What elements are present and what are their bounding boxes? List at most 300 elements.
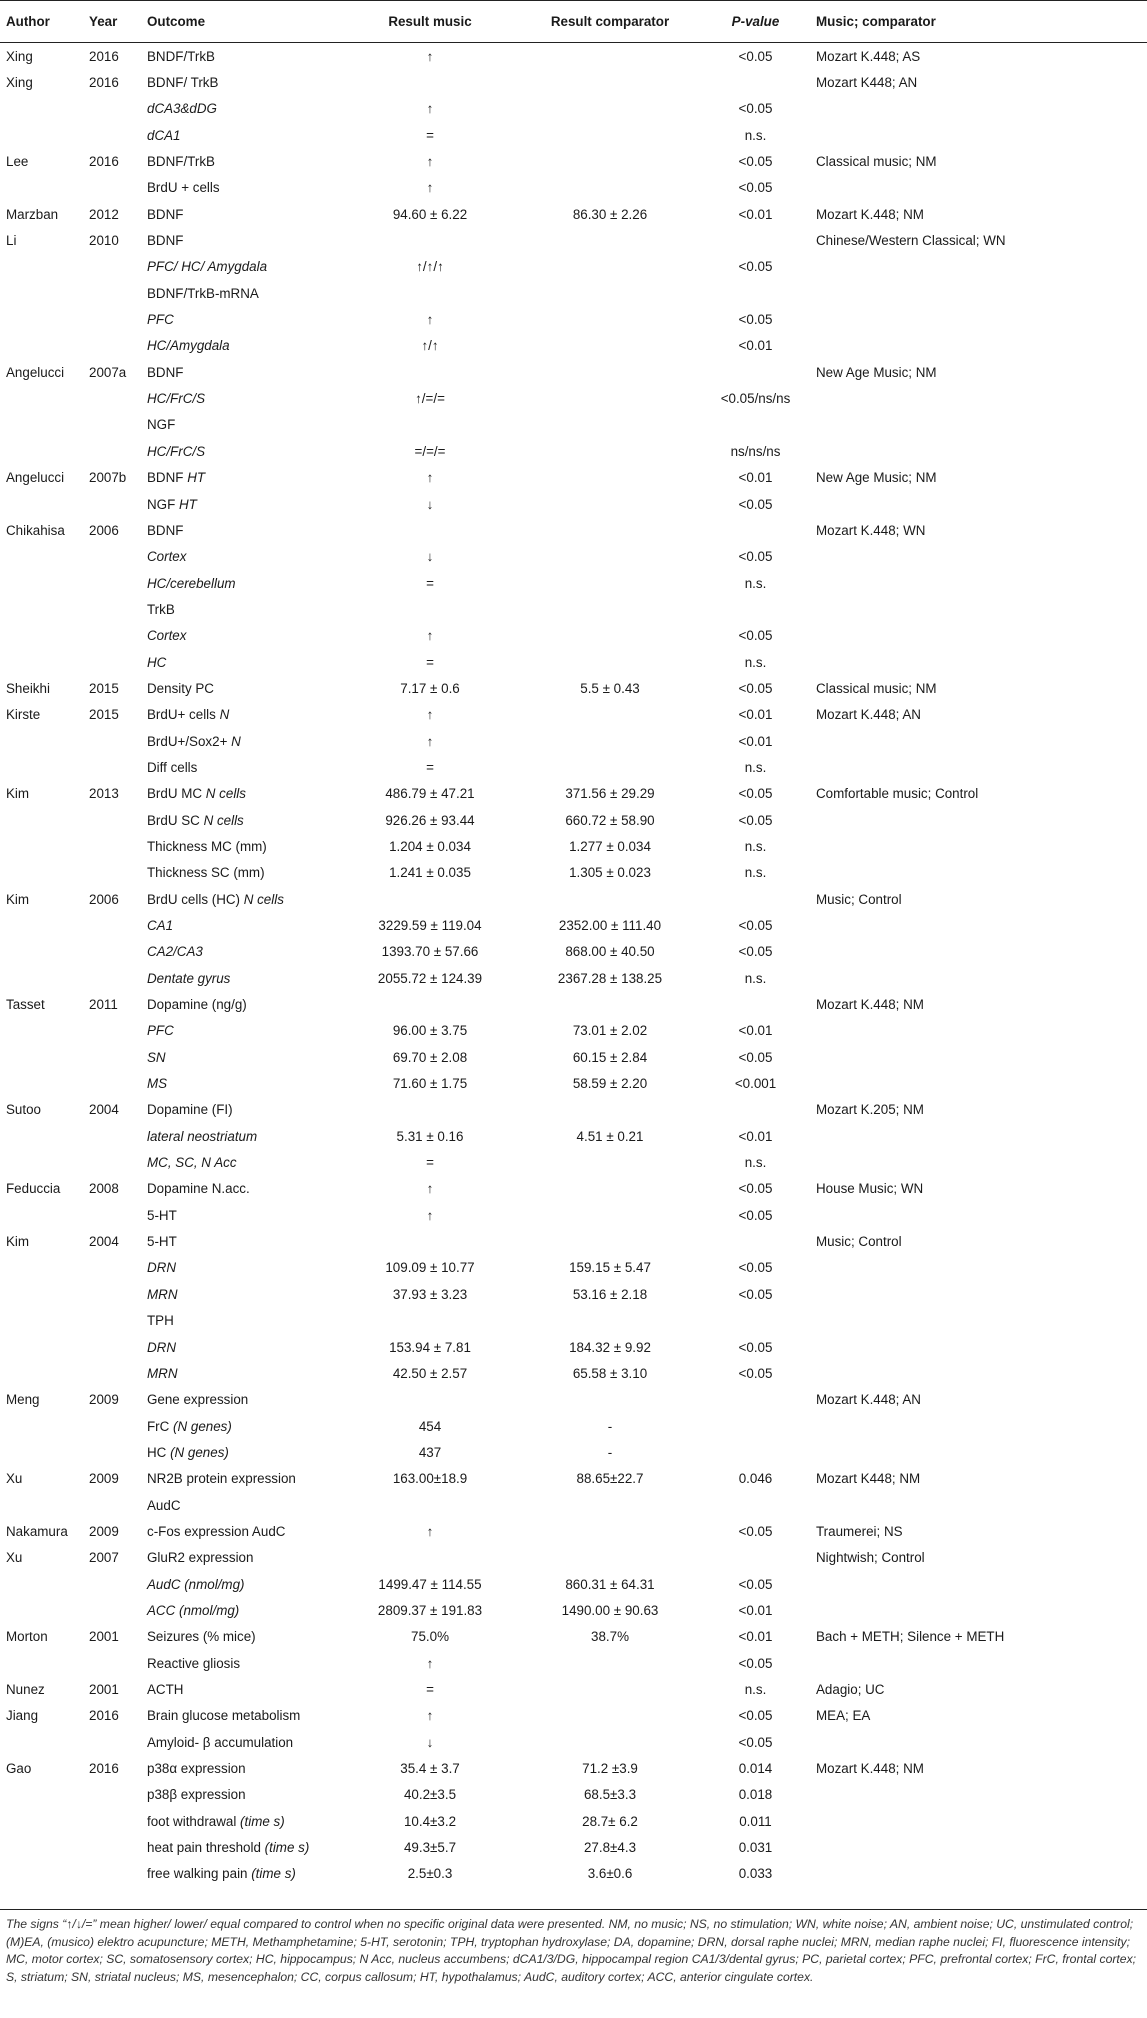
cell-music-comparator (812, 1149, 1147, 1175)
table-row (0, 1729, 1147, 1755)
cell-year (89, 1808, 145, 1834)
cell-result-comparator (521, 623, 699, 649)
cell-p-value: n.s. (744, 654, 767, 670)
outcome-unit: (N genes) (173, 1418, 232, 1434)
outcome-text: PFC (147, 312, 174, 328)
cell-outcome (145, 1334, 339, 1360)
cell-result-music: 437 (418, 1444, 442, 1460)
cell-music-comparator (812, 1018, 1147, 1044)
outcome-text: SN (147, 1049, 166, 1065)
cell-outcome (145, 465, 339, 491)
cell-music-comparator (812, 96, 1147, 122)
outcome-unit: N (231, 733, 241, 749)
cell-result-music: ↑/↑/↑ (416, 259, 444, 275)
cell-outcome (145, 517, 339, 543)
cell-p-value: <0.05 (699, 43, 812, 70)
cell-p-value (699, 1097, 812, 1123)
cell-result-music: ↑ (339, 43, 521, 70)
cell-author: Xu (6, 1471, 23, 1487)
outcome-text: free walking pain (147, 1866, 252, 1882)
cell-result-comparator (521, 1149, 699, 1175)
table-row (0, 1123, 1147, 1149)
cell-outcome (145, 175, 339, 201)
cell-music-comparator (812, 860, 1147, 886)
cell-music-comparator (812, 728, 1147, 754)
cell-year (89, 1650, 145, 1676)
outcome-text: Dentate gyrus (147, 970, 231, 986)
cell-year (89, 254, 145, 280)
cell-year (89, 1149, 145, 1175)
outcome-text: BNDF/TrkB (147, 48, 215, 64)
table-row (0, 306, 1147, 332)
cell-outcome (145, 1650, 339, 1676)
cell-author (0, 96, 89, 122)
cell-author (0, 1123, 89, 1149)
table-row (0, 96, 1147, 122)
cell-author (0, 1439, 89, 1465)
cell-author: Gao (6, 1761, 32, 1777)
cell-year (89, 1439, 145, 1465)
cell-year: 2010 (89, 233, 119, 249)
cell-outcome (145, 544, 339, 570)
cell-result-music: ↓ (426, 549, 434, 565)
cell-author: Kim (6, 891, 30, 907)
cell-result-comparator (521, 306, 699, 332)
cell-result-music: ↑ (426, 628, 434, 644)
cell-year: 2001 (89, 1681, 119, 1697)
table-row (0, 544, 1147, 570)
cell-author (0, 1334, 89, 1360)
cell-p-value: 0.046 (738, 1471, 773, 1487)
cell-p-value: 0.018 (738, 1787, 773, 1803)
cell-year: 2016 (89, 43, 145, 70)
cell-year: 2007b (89, 470, 127, 486)
cell-music-comparator: House Music; WN (816, 1181, 924, 1197)
cell-outcome (145, 1861, 339, 1887)
table-row (0, 1782, 1147, 1808)
cell-result-comparator: 68.5±3.3 (583, 1787, 637, 1803)
table-row (0, 148, 1147, 174)
cell-p-value: n.s. (744, 575, 767, 591)
cell-outcome (145, 754, 339, 780)
cell-year (89, 175, 145, 201)
cell-author: Kim (6, 786, 30, 802)
cell-year: 2016 (89, 1708, 119, 1724)
cell-result-music (339, 1545, 521, 1571)
table-row (0, 807, 1147, 833)
cell-year (89, 649, 145, 675)
cell-music-comparator (812, 939, 1147, 965)
cell-result-comparator (521, 359, 699, 385)
cell-result-comparator: - (607, 1418, 613, 1434)
cell-year (89, 939, 145, 965)
cell-result-music: 1393.70 ± 57.66 (381, 944, 479, 960)
cell-p-value (699, 517, 812, 543)
cell-result-comparator: 860.31 ± 64.31 (565, 1576, 655, 1592)
cell-result-comparator (521, 1387, 699, 1413)
cell-music-comparator: Comfortable music; Control (816, 786, 979, 802)
cell-result-comparator (521, 96, 699, 122)
cell-author (0, 122, 89, 148)
cell-p-value: <0.05 (738, 1576, 773, 1592)
cell-p-value: <0.05 (738, 944, 773, 960)
cell-outcome (145, 1308, 339, 1334)
cell-result-music: 1499.47 ± 114.55 (378, 1576, 482, 1592)
cell-result-music: ↑ (426, 1181, 434, 1197)
cell-result-comparator: 3.6±0.6 (587, 1866, 633, 1882)
cell-p-value: <0.05 (738, 1049, 773, 1065)
cell-p-value (699, 1387, 812, 1413)
cell-result-comparator (521, 1676, 699, 1702)
cell-result-music (339, 1228, 521, 1254)
cell-result-music (339, 1308, 521, 1334)
cell-author (0, 438, 89, 464)
cell-result-comparator: 1.305 ± 0.023 (569, 865, 651, 881)
cell-year: 2009 (89, 1523, 119, 1539)
cell-outcome (145, 1202, 339, 1228)
outcome-unit: N cells (205, 786, 246, 802)
table-row (0, 1834, 1147, 1860)
outcome-text: BrdU + cells (147, 180, 220, 196)
cell-music-comparator (812, 122, 1147, 148)
table-row (0, 1202, 1147, 1228)
cell-result-music: 109.09 ± 10.77 (385, 1260, 475, 1276)
cell-outcome (145, 1149, 339, 1175)
cell-year (89, 306, 145, 332)
cell-author: Nakamura (6, 1523, 68, 1539)
outcome-text: Amyloid- β accumulation (147, 1734, 294, 1750)
table-row (0, 1676, 1147, 1702)
cell-p-value: 0.011 (739, 1813, 772, 1829)
outcome-unit: (time s) (240, 1813, 285, 1829)
outcome-text: NR2B protein expression (147, 1471, 296, 1487)
cell-music-comparator (812, 544, 1147, 570)
cell-outcome (145, 254, 339, 280)
outcome-text: BrdU cells (HC) (147, 891, 244, 907)
cell-outcome (145, 1703, 339, 1729)
cell-year (89, 1123, 145, 1149)
cell-result-music: 3229.59 ± 119.04 (378, 918, 482, 934)
cell-p-value: n.s. (744, 838, 767, 854)
cell-outcome (145, 1387, 339, 1413)
cell-result-music: 926.26 ± 93.44 (385, 812, 475, 828)
table-row (0, 201, 1147, 227)
cell-result-music: ↑ (426, 101, 434, 117)
outcome-text: NGF (147, 417, 176, 433)
cell-result-music (339, 1097, 521, 1123)
cell-p-value: <0.01 (738, 1128, 773, 1144)
cell-author: Xu (6, 1550, 23, 1566)
cell-year (89, 1782, 145, 1808)
table-row (0, 465, 1147, 491)
cell-result-comparator (521, 991, 699, 1017)
cell-outcome (145, 1439, 339, 1465)
cell-result-comparator: 88.65±22.7 (576, 1471, 644, 1487)
outcome-unit: (N genes) (170, 1444, 229, 1460)
cell-outcome (145, 1492, 339, 1518)
cell-result-comparator (521, 1729, 699, 1755)
cell-outcome (145, 1597, 339, 1623)
table-row (0, 1466, 1147, 1492)
cell-result-comparator (521, 333, 699, 359)
cell-p-value: <0.05 (738, 918, 773, 934)
cell-result-comparator: 159.15 ± 5.47 (569, 1260, 651, 1276)
cell-result-comparator: 28.7± 6.2 (582, 1813, 638, 1829)
cell-music-comparator: Traumerei; NS (816, 1523, 903, 1539)
cell-music-comparator: Mozart K448; AN (816, 75, 918, 91)
table-row (0, 702, 1147, 728)
cell-result-music: 5.31 ± 0.16 (396, 1128, 464, 1144)
outcome-text: 5-HT (147, 1207, 177, 1223)
cell-result-comparator (521, 491, 699, 517)
cell-result-music (339, 412, 521, 438)
cell-year (89, 728, 145, 754)
table-row (0, 1360, 1147, 1386)
cell-outcome (145, 623, 339, 649)
cell-outcome (145, 1281, 339, 1307)
cell-year (89, 544, 145, 570)
cell-music-comparator (812, 570, 1147, 596)
cell-outcome (145, 306, 339, 332)
cell-author (0, 807, 89, 833)
table-row (0, 1281, 1147, 1307)
outcome-text: p38β expression (147, 1787, 246, 1803)
cell-author: Morton (6, 1629, 48, 1645)
cell-result-comparator: 58.59 ± 2.20 (572, 1076, 648, 1092)
cell-year: 2013 (89, 786, 119, 802)
cell-p-value (699, 1228, 812, 1254)
cell-outcome (145, 43, 339, 70)
cell-result-music (339, 69, 521, 95)
cell-music-comparator: Mozart K.448; NM (816, 206, 924, 222)
cell-author (0, 1782, 89, 1808)
table-body (0, 43, 1147, 1888)
cell-result-music: ↑ (426, 1655, 434, 1671)
cell-author: Sheikhi (6, 680, 50, 696)
cell-outcome (145, 1729, 339, 1755)
cell-p-value: <0.05 (738, 549, 773, 565)
table-row (0, 1308, 1147, 1334)
cell-p-value (699, 412, 812, 438)
cell-outcome (145, 1545, 339, 1571)
cell-author (0, 491, 89, 517)
cell-outcome (145, 1070, 339, 1096)
results-table (0, 1, 1147, 1887)
outcome-text: HC/FrC/S (147, 443, 206, 459)
cell-result-comparator: 371.56 ± 29.29 (565, 786, 655, 802)
table-row (0, 438, 1147, 464)
cell-year (89, 333, 145, 359)
cell-result-comparator (521, 517, 699, 543)
cell-year: 2008 (89, 1181, 119, 1197)
cell-p-value: <0.05 (738, 1655, 773, 1671)
cell-result-comparator (521, 1228, 699, 1254)
cell-music-comparator: Mozart K.448; AS (812, 43, 1147, 70)
cell-result-comparator (521, 69, 699, 95)
table-row (0, 333, 1147, 359)
table-header (0, 1, 1147, 43)
cell-result-comparator (521, 754, 699, 780)
outcome-text: heat pain threshold (147, 1840, 265, 1856)
cell-result-comparator: 86.30 ± 2.26 (572, 206, 648, 222)
cell-author: Li (6, 233, 17, 249)
outcome-text: BDNF (147, 470, 188, 486)
outcome-text: CA1 (147, 918, 174, 934)
cell-p-value: <0.05 (738, 786, 773, 802)
cell-result-comparator (521, 438, 699, 464)
cell-outcome (145, 649, 339, 675)
cell-year (89, 1729, 145, 1755)
table-row (0, 1492, 1147, 1518)
cell-year: 2009 (89, 1471, 119, 1487)
cell-author (0, 1044, 89, 1070)
cell-p-value (699, 280, 812, 306)
cell-p-value: n.s. (744, 127, 767, 143)
table-row (0, 1439, 1147, 1465)
table-row (0, 1413, 1147, 1439)
outcome-text: GluR2 expression (147, 1550, 254, 1566)
cell-outcome (145, 280, 339, 306)
cell-result-music: = (426, 1155, 434, 1171)
cell-p-value (699, 1308, 812, 1334)
cell-result-music: =/=/= (414, 443, 446, 459)
cell-result-music: 42.50 ± 2.57 (392, 1365, 468, 1381)
cell-author (0, 623, 89, 649)
table-row (0, 412, 1147, 438)
table-row (0, 1255, 1147, 1281)
table-row (0, 1808, 1147, 1834)
outcome-text: HC (147, 654, 167, 670)
cell-result-comparator (521, 728, 699, 754)
cell-year (89, 1834, 145, 1860)
cell-outcome (145, 1228, 339, 1254)
cell-year: 2015 (89, 707, 119, 723)
cell-result-music: 2809.37 ± 191.83 (377, 1602, 483, 1618)
cell-year (89, 385, 145, 411)
table-row (0, 1518, 1147, 1544)
cell-outcome (145, 807, 339, 833)
table-row (0, 254, 1147, 280)
cell-result-comparator (521, 122, 699, 148)
outcome-text: HC/cerebellum (147, 575, 236, 591)
cell-result-music: ↑ (426, 180, 434, 196)
cell-outcome (145, 596, 339, 622)
outcome-text: BDNF (147, 206, 184, 222)
cell-author (0, 649, 89, 675)
outcome-unit: HT (179, 496, 197, 512)
cell-music-comparator (812, 412, 1147, 438)
cell-outcome (145, 1018, 339, 1044)
cell-result-music (339, 1387, 521, 1413)
outcome-text: Seizures (% mice) (147, 1629, 256, 1645)
cell-outcome (145, 1755, 339, 1781)
cell-outcome (145, 965, 339, 991)
cell-music-comparator (812, 1597, 1147, 1623)
cell-music-comparator (812, 1782, 1147, 1808)
cell-author (0, 939, 89, 965)
cell-year: 2012 (89, 206, 119, 222)
header-outcome: Outcome (147, 14, 206, 29)
outcome-text: HC (147, 1444, 171, 1460)
cell-outcome (145, 781, 339, 807)
outcome-text: Dopamine N.acc. (147, 1181, 250, 1197)
cell-year: 2007 (89, 1550, 119, 1566)
cell-outcome (145, 412, 339, 438)
cell-p-value (699, 227, 812, 253)
outcome-unit: N cells (243, 891, 284, 907)
cell-result-comparator (521, 570, 699, 596)
cell-outcome (145, 1044, 339, 1070)
cell-result-music: 75.0% (411, 1629, 449, 1645)
cell-p-value (699, 596, 812, 622)
outcome-unit: N cells (203, 812, 244, 828)
cell-music-comparator (812, 175, 1147, 201)
cell-result-music: ↑ (426, 733, 434, 749)
cell-year (89, 1492, 145, 1518)
cell-music-comparator (812, 1650, 1147, 1676)
cell-music-comparator: Classical music; NM (816, 680, 937, 696)
outcome-text: TrkB (147, 601, 175, 617)
table-row (0, 833, 1147, 859)
table-row (0, 1861, 1147, 1887)
cell-result-comparator: 60.15 ± 2.84 (572, 1049, 648, 1065)
cell-result-comparator (521, 886, 699, 912)
outcome-text: HC/FrC/S (147, 391, 206, 407)
cell-result-music: = (426, 1681, 434, 1697)
cell-year (89, 860, 145, 886)
cell-outcome (145, 833, 339, 859)
table-row (0, 1650, 1147, 1676)
outcome-text: AudC (nmol/mg) (147, 1576, 245, 1592)
table-row (0, 1149, 1147, 1175)
cell-p-value: <0.05 (738, 180, 773, 196)
cell-music-comparator (812, 1044, 1147, 1070)
outcome-text: MC, SC, N Acc (147, 1155, 237, 1171)
cell-outcome (145, 69, 339, 95)
outcome-text: BDNF/ TrkB (147, 75, 219, 91)
cell-result-music: = (426, 127, 434, 143)
outcome-text: FrC (147, 1418, 174, 1434)
outcome-text: MRN (147, 1365, 178, 1381)
cell-author (0, 1413, 89, 1439)
cell-result-music: 1.204 ± 0.034 (389, 838, 471, 854)
cell-author (0, 1834, 89, 1860)
cell-outcome (145, 860, 339, 886)
cell-year (89, 570, 145, 596)
cell-year (89, 833, 145, 859)
table-row (0, 280, 1147, 306)
cell-music-comparator: MEA; EA (816, 1708, 871, 1724)
cell-p-value: <0.05 (738, 154, 773, 170)
cell-author (0, 333, 89, 359)
cell-music-comparator (812, 1492, 1147, 1518)
outcome-text: PFC (147, 1023, 174, 1039)
cell-p-value: ns/ns/ns (730, 443, 781, 459)
cell-result-comparator: 2352.00 ± 111.40 (558, 918, 662, 934)
cell-p-value: <0.05 (738, 1365, 773, 1381)
cell-year (89, 1571, 145, 1597)
cell-result-comparator (521, 1097, 699, 1123)
cell-year (89, 912, 145, 938)
cell-result-comparator: 1490.00 ± 90.63 (561, 1602, 659, 1618)
outcome-text: ACTH (147, 1681, 184, 1697)
cell-year: 2004 (89, 1234, 119, 1250)
cell-year (89, 1597, 145, 1623)
header-p-value: P-value (731, 14, 780, 29)
cell-p-value: n.s. (744, 865, 767, 881)
cell-year (89, 623, 145, 649)
header-author: Author (6, 14, 50, 29)
